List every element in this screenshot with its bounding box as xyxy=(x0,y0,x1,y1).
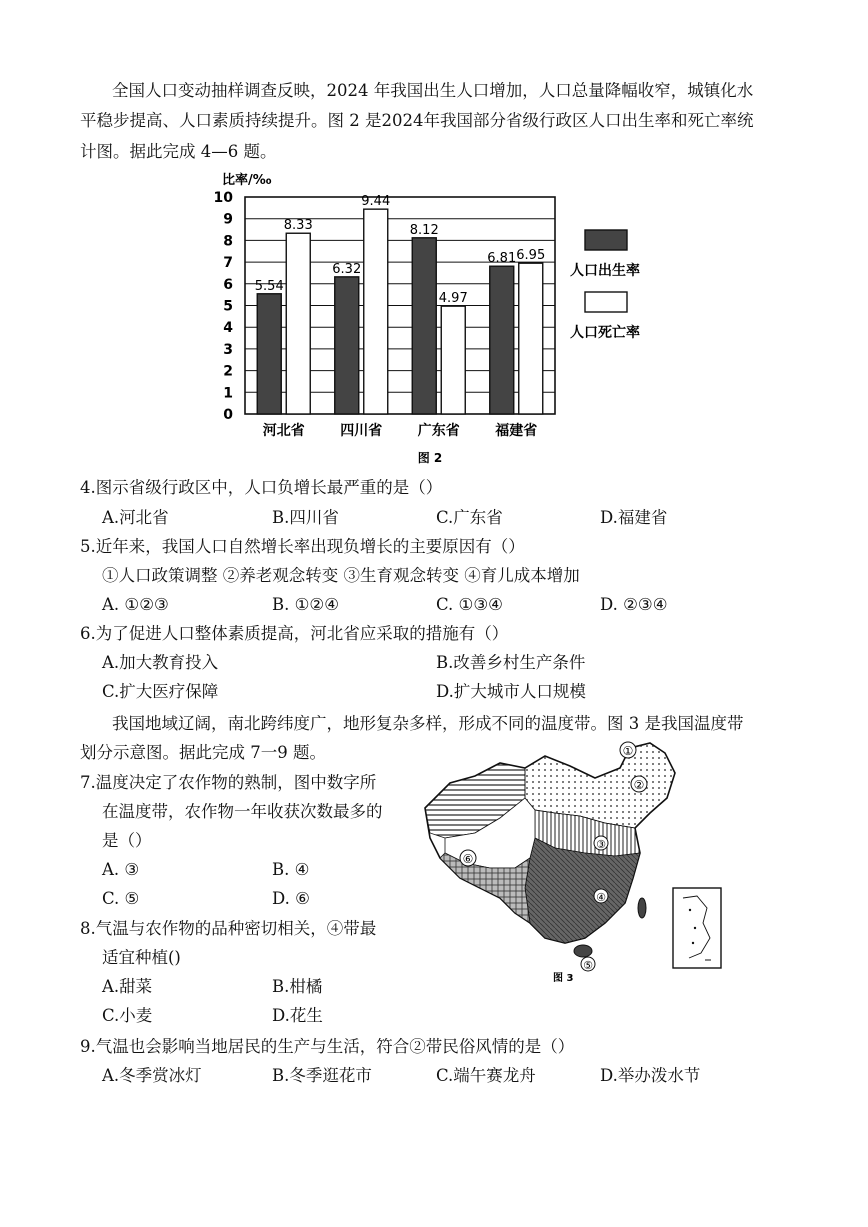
x-category-label: 福建省 xyxy=(495,423,538,439)
q6-option-d[interactable]: D.扩大城市人口规模 xyxy=(436,682,586,701)
birth-rate-value-label: 6.81 xyxy=(487,251,517,267)
q8-stem-line-2: 适宜种植() xyxy=(102,948,181,967)
q9-option-b[interactable]: B.冬季逛花市 xyxy=(272,1066,372,1085)
y-tick-label: 0 xyxy=(223,407,233,423)
intro2-text-line-1: 我国地域辽阔，南北跨纬度广，地形复杂多样，形成不同的温度带。图 3 是我国温度带 xyxy=(112,714,744,733)
birth-rate-bar xyxy=(257,294,281,414)
legend-label: 人口死亡率 xyxy=(570,325,640,341)
south-china-sea-inset xyxy=(673,888,721,968)
legend-swatch xyxy=(585,230,627,250)
q6-option-b[interactable]: B.改善乡村生产条件 xyxy=(436,653,586,672)
y-tick-label: 6 xyxy=(223,276,233,293)
q5-option-d[interactable]: D. ②③④ xyxy=(600,595,668,614)
x-category-label: 广东省 xyxy=(417,423,460,439)
y-tick-label: 1 xyxy=(223,385,233,402)
zone-label-3: ③ xyxy=(596,838,606,851)
intro2-text-line-2: 划分示意图。据此完成 7一9 题。 xyxy=(80,743,326,762)
y-tick-label: 7 xyxy=(223,255,233,272)
zone-label-6: ⑥ xyxy=(462,852,474,866)
birth-rate-value-label: 5.54 xyxy=(254,278,284,294)
q7-option-c[interactable]: C. ⑤ xyxy=(102,889,140,908)
y-tick-label: 5 xyxy=(223,298,233,315)
x-category-label: 河北省 xyxy=(262,423,305,439)
birth-rate-bar xyxy=(490,266,514,414)
q4-option-c[interactable]: C.广东省 xyxy=(436,508,503,527)
q9-option-d[interactable]: D.举办泼水节 xyxy=(600,1066,701,1085)
legend-swatch xyxy=(585,292,627,312)
q7-option-d[interactable]: D. ⑥ xyxy=(272,889,310,908)
legend-label: 人口出生率 xyxy=(570,263,640,279)
q8-option-c[interactable]: C.小麦 xyxy=(102,1006,153,1025)
q8-option-a[interactable]: A.甜菜 xyxy=(102,977,153,996)
death-rate-bar xyxy=(441,306,465,414)
q8-stem-line-1: 8.气温与农作物的品种密切相关，④带最 xyxy=(80,919,377,938)
q6-option-a[interactable]: A.加大教育投入 xyxy=(102,653,219,672)
y-axis-label: 比率/‰ xyxy=(222,173,272,188)
q4-option-a[interactable]: A.河北省 xyxy=(102,508,169,527)
q8-option-b[interactable]: B.柑橘 xyxy=(272,977,323,996)
birth-rate-bar xyxy=(412,238,436,414)
x-category-label: 四川省 xyxy=(340,423,383,439)
intro-text-line-2: 平稳步提高、人口素质持续提升。图 2 是2024年我国部分省级行政区人口出生率和死亡率统 xyxy=(80,111,754,130)
y-tick-label: 10 xyxy=(213,190,233,206)
q7-option-a[interactable]: A. ③ xyxy=(102,860,140,879)
q4-option-b[interactable]: B.四川省 xyxy=(272,508,339,527)
death-rate-bar xyxy=(286,233,310,414)
birth-death-rate-chart xyxy=(200,170,670,470)
q5-option-a[interactable]: A. ①②③ xyxy=(102,595,169,614)
q7-stem-line-1: 7.温度决定了农作物的熟制，图中数字所 xyxy=(80,773,377,792)
death-rate-value-label: 4.97 xyxy=(438,291,468,307)
zone-label-1: ① xyxy=(622,744,634,758)
y-tick-label: 4 xyxy=(223,320,233,337)
q6-stem: 6.为了促进人口整体素质提高，河北省应采取的措施有（） xyxy=(80,624,509,643)
q9-option-a[interactable]: A.冬季赏冰灯 xyxy=(102,1066,202,1085)
intro-text-line-3: 计图。据此完成 4—6 题。 xyxy=(80,142,277,161)
y-tick-label: 8 xyxy=(223,233,233,250)
q9-option-c[interactable]: C.端午赛龙舟 xyxy=(436,1066,536,1085)
q5-option-c[interactable]: C. ①③④ xyxy=(436,595,503,614)
q7-stem-line-3: 是（） xyxy=(102,831,152,850)
death-rate-bar xyxy=(364,209,388,414)
q5-stem: 5.近年来，我国人口自然增长率出现负增长的主要原因有（） xyxy=(80,537,525,556)
y-tick-label: 3 xyxy=(223,341,233,358)
death-rate-value-label: 8.33 xyxy=(283,218,313,234)
death-rate-value-label: 6.95 xyxy=(516,248,546,264)
map-caption: 图 3 xyxy=(553,973,574,984)
q9-stem: 9.气温也会影响当地居民的生产与生活，符合②带民俗风情的是（） xyxy=(80,1037,575,1056)
q5-option-b[interactable]: B. ①②④ xyxy=(272,595,339,614)
intro-text-line-1: 全国人口变动抽样调查反映，2024 年我国出生人口增加，人口总量降幅收窄，城镇化水 xyxy=(112,81,754,100)
death-rate-bar xyxy=(519,263,543,414)
q4-option-d[interactable]: D.福建省 xyxy=(600,508,668,527)
q7-option-b[interactable]: B. ④ xyxy=(272,860,310,879)
birth-rate-value-label: 8.12 xyxy=(409,222,439,238)
q5-items: ①人口政策调整 ②养老观念转变 ③生育观念转变 ④育儿成本增加 xyxy=(102,566,580,585)
zone-label-4: ④ xyxy=(596,891,606,904)
y-tick-label: 9 xyxy=(223,211,233,228)
birth-rate-bar xyxy=(335,277,359,414)
y-tick-label: 2 xyxy=(223,363,233,380)
q4-stem: 4.图示省级行政区中，人口负增长最严重的是（） xyxy=(80,478,443,497)
q6-option-c[interactable]: C.扩大医疗保障 xyxy=(102,682,219,701)
birth-rate-value-label: 6.32 xyxy=(332,261,362,277)
temperature-zone-map xyxy=(405,738,730,988)
q7-stem-line-2: 在温度带，农作物一年收获次数最多的 xyxy=(102,802,383,821)
chart-caption: 图 2 xyxy=(417,451,443,465)
q8-option-d[interactable]: D.花生 xyxy=(272,1006,323,1025)
zone-label-5: ⑤ xyxy=(583,959,593,972)
zone-label-2: ② xyxy=(633,778,645,792)
death-rate-value-label: 9.44 xyxy=(361,194,391,210)
